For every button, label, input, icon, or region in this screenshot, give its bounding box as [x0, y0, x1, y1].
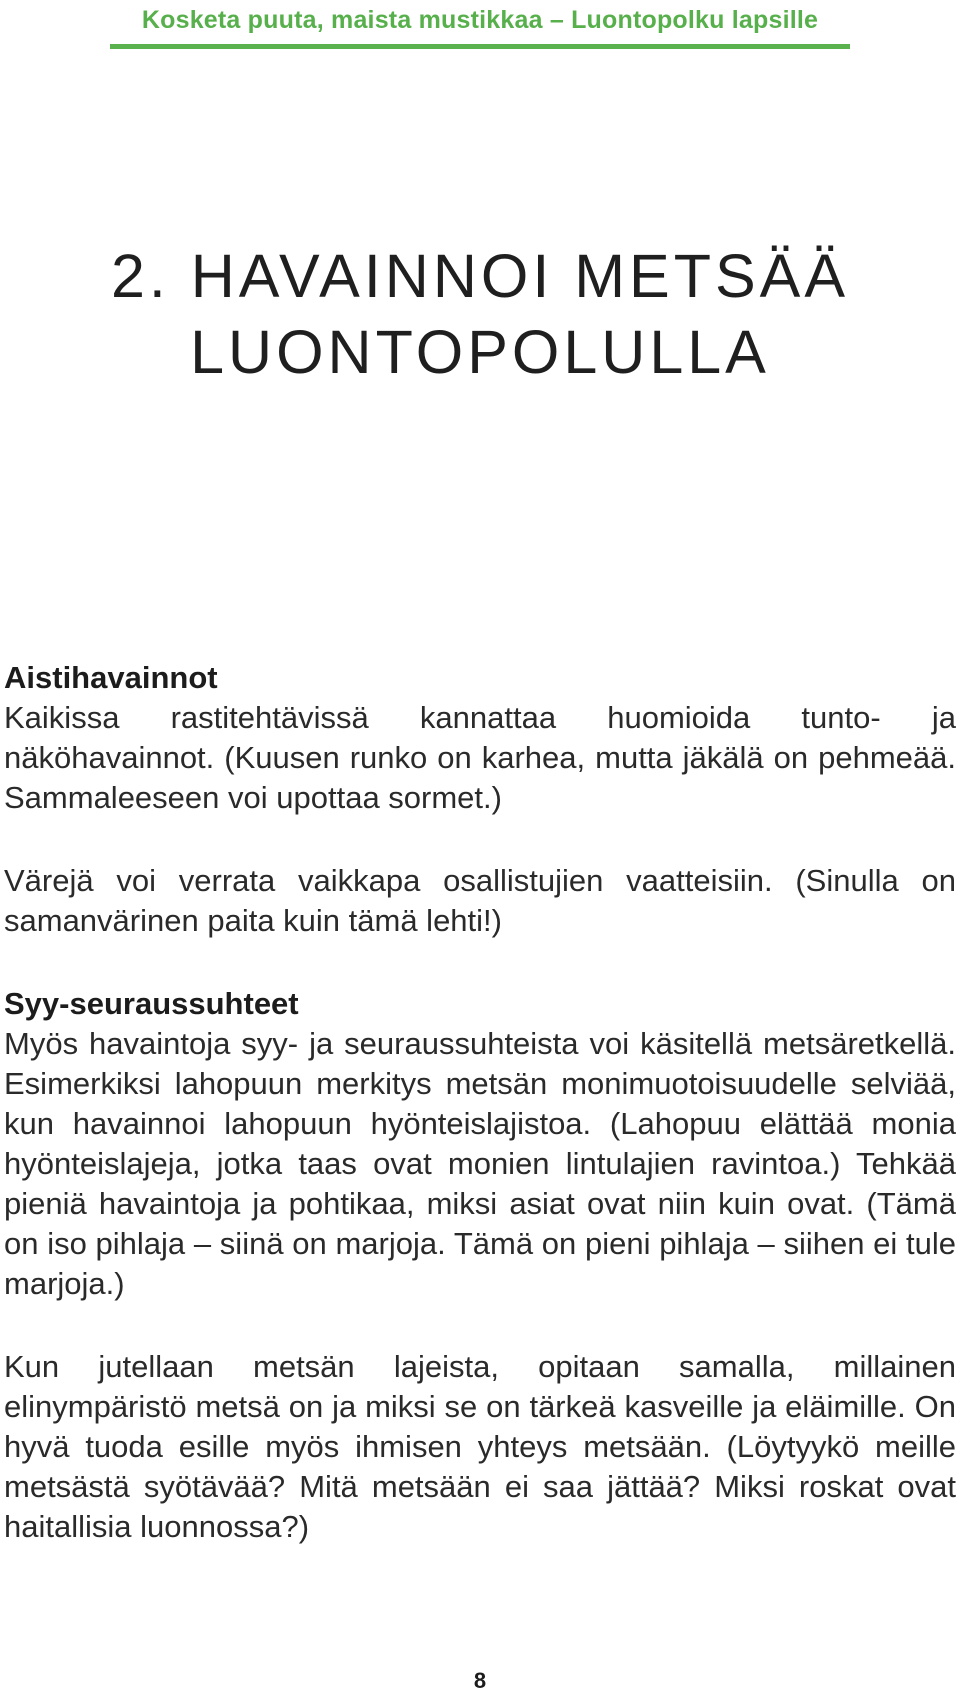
- header-divider: [110, 44, 850, 49]
- section-heading-aistihavainnot: Aistihavainnot: [4, 660, 218, 695]
- body-content: [4, 658, 956, 1547]
- paragraph-syy-seuraus-1: Myös havaintoja syy- ja seuraussuhteista voi käsitellä metsäretkellä. Esimerkiksi lahopuun merkitys metsän monimuotoisuudelle selviää, kun havainnoi lahopuun hyönteislajistoa. (Lahopuu elättää monia hyönteislajeja, jotka taas ovat monien lintulajien ravintoa.) Tehkää pieniä havaintoja ja pohtikaa, miksi asiat ovat niin kuin ovat. (Tämä on iso pihlaja – siinä on marjoja. Tämä on pieni pihlaja – siihen ei tule marjoja.): [4, 1026, 956, 1301]
- paragraph-syy-seuraus-2: Kun jutellaan metsän lajeista, opitaan samalla, millainen elinympäristö metsä on ja miksi se on tärkeä kasveille ja eläimille. On hyvä tuoda esille myös ihmisen yhteys metsään. (Löytyykö meille metsästä syötävää? Mitä metsään ei saa jättää? Miksi roskat ovat haitallisia luonnossa?): [4, 1349, 956, 1544]
- page-number: 8: [473, 1668, 487, 1693]
- chapter-title-line-2: LUONTOPOLULLA: [190, 318, 770, 386]
- paragraph-aistihavainnot-1: Kaikissa rastitehtävissä kannattaa huomioida tunto- ja näköhavainnot. (Kuusen runko on karhea, mutta jäkälä on pehmeää. Sammaleeseen voi upottaa sormet.): [4, 700, 956, 815]
- paragraph-aistihavainnot-2: Värejä voi verrata vaikkapa osallistujien vaatteisiin. (Sinulla on samanvärinen paita kuin tämä lehti!): [4, 863, 956, 938]
- section-heading-syy-seuraus: Syy-seuraussuhteet: [4, 986, 299, 1021]
- chapter-title: [0, 238, 960, 390]
- running-header-title: Kosketa puuta, maista mustikkaa – Luontopolku lapsille: [141, 6, 819, 34]
- chapter-title-line-1: 2. HAVAINNOI METSÄÄ: [110, 242, 850, 310]
